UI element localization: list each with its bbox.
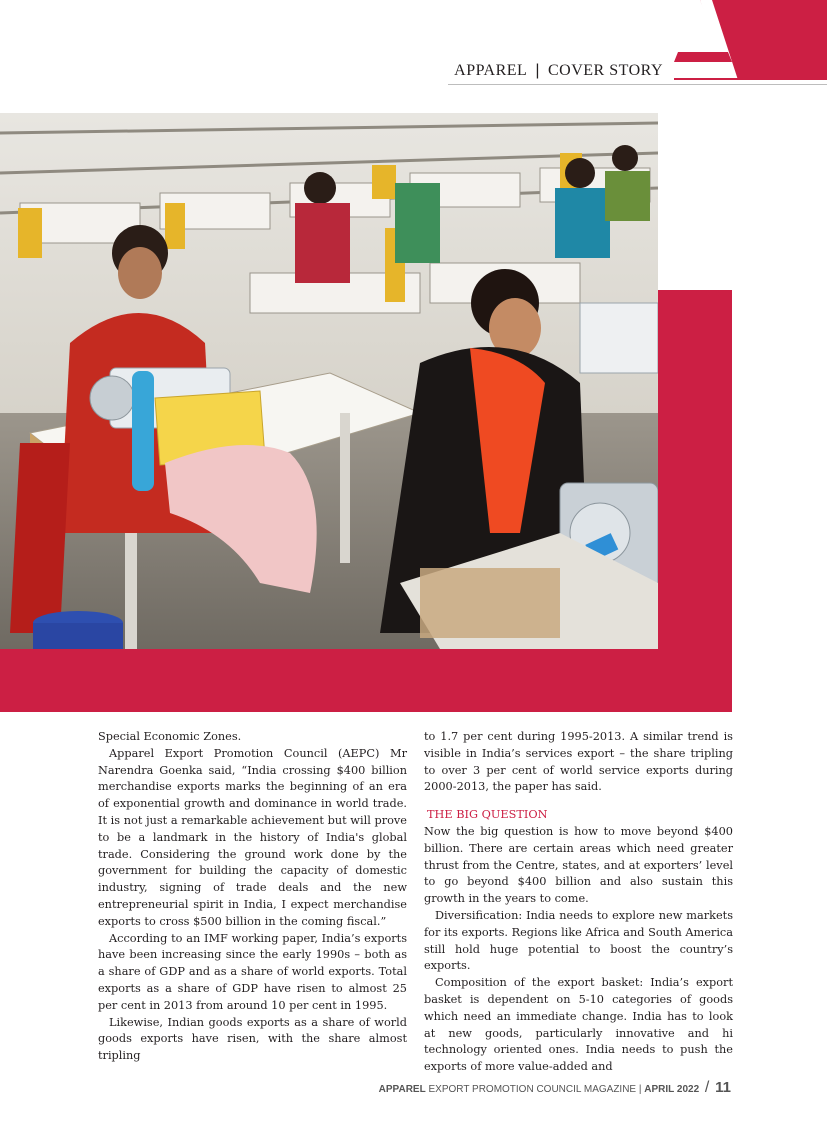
header-separator: | <box>535 62 540 79</box>
left-text-column <box>98 729 407 1065</box>
footer-publisher-rest: EXPORT PROMOTION COUNCIL MAGAZINE <box>428 1084 637 1095</box>
page-footer <box>379 1079 731 1097</box>
page-header <box>400 62 663 80</box>
page-number: 11 <box>715 1079 731 1096</box>
left-paragraph-2: Apparel Export Promotion Council (AEPC) Mr Narendra Goenka said, “India crossing $400 billion merchandise exports marks the beginning of an era of exponential growth and dominance in world trade. It is not just a remarkable achievement but will prove to be a landmark in the history of India's global trade. Considering the ground work done by the government for building the capacity of domestic industry, signing of trade deals and the new entrepreneurial spirit in India, I expect merchandise exports to cross $500 billion in the coming fiscal.” <box>98 746 407 928</box>
right-paragraph-3: Diversification: India needs to explore new markets for its exports. Regions like Africa and South America still hold huge potential to boost the country’s exports. <box>424 908 733 973</box>
left-paragraph-3: According to an IMF working paper, India’s exports have been increasing since the early 1990s – both as a share of GDP and as a share of world exports. Total exports as a share of GDP have risen to almost 25 per cent in 2013 from around 10 per cent in 1995. <box>98 931 407 1012</box>
left-paragraph-1: Special Economic Zones. <box>98 730 242 743</box>
right-paragraph-4: Composition of the export basket: India’s export basket is dependent on 5-10 categories of goods which need an immediate change. India has to look at new goods, particularly innovative and hi technology oriented ones. India needs to push the exports of more value-added and <box>424 976 733 1074</box>
left-paragraph-4: Likewise, Indian goods exports as a share of world goods exports have risen, with the share almost tripling <box>98 1015 407 1063</box>
footer-issue: APRIL 2022 <box>644 1084 700 1095</box>
photo-illustration <box>0 113 658 649</box>
right-text-column <box>424 729 733 1076</box>
magazine-corner-logo <box>672 0 827 80</box>
footer-separator: | <box>638 1084 642 1095</box>
footer-publisher-bold: APPAREL <box>378 1084 426 1095</box>
right-paragraph-2: Now the big question is how to move beyond $400 billion. There are certain areas which need greater thrust from the Centre, states, and at exporters’ level to go beyond $400 billion and also sustain this growth in the years to come. <box>424 824 733 906</box>
footer-slash: / <box>704 1079 710 1096</box>
header-category: COVER STORY <box>547 62 663 79</box>
right-paragraph-1: to 1.7 per cent during 1995-2013. A similar trend is visible in India’s services export – the share tripling to over 3 per cent of world service exports during 2000-2013, the paper has said. <box>424 730 733 794</box>
header-divider <box>448 84 827 85</box>
header-section: APPAREL <box>454 62 528 79</box>
section-subheading: THE BIG QUESTION <box>427 808 548 822</box>
garment-factory-photo <box>0 113 658 649</box>
